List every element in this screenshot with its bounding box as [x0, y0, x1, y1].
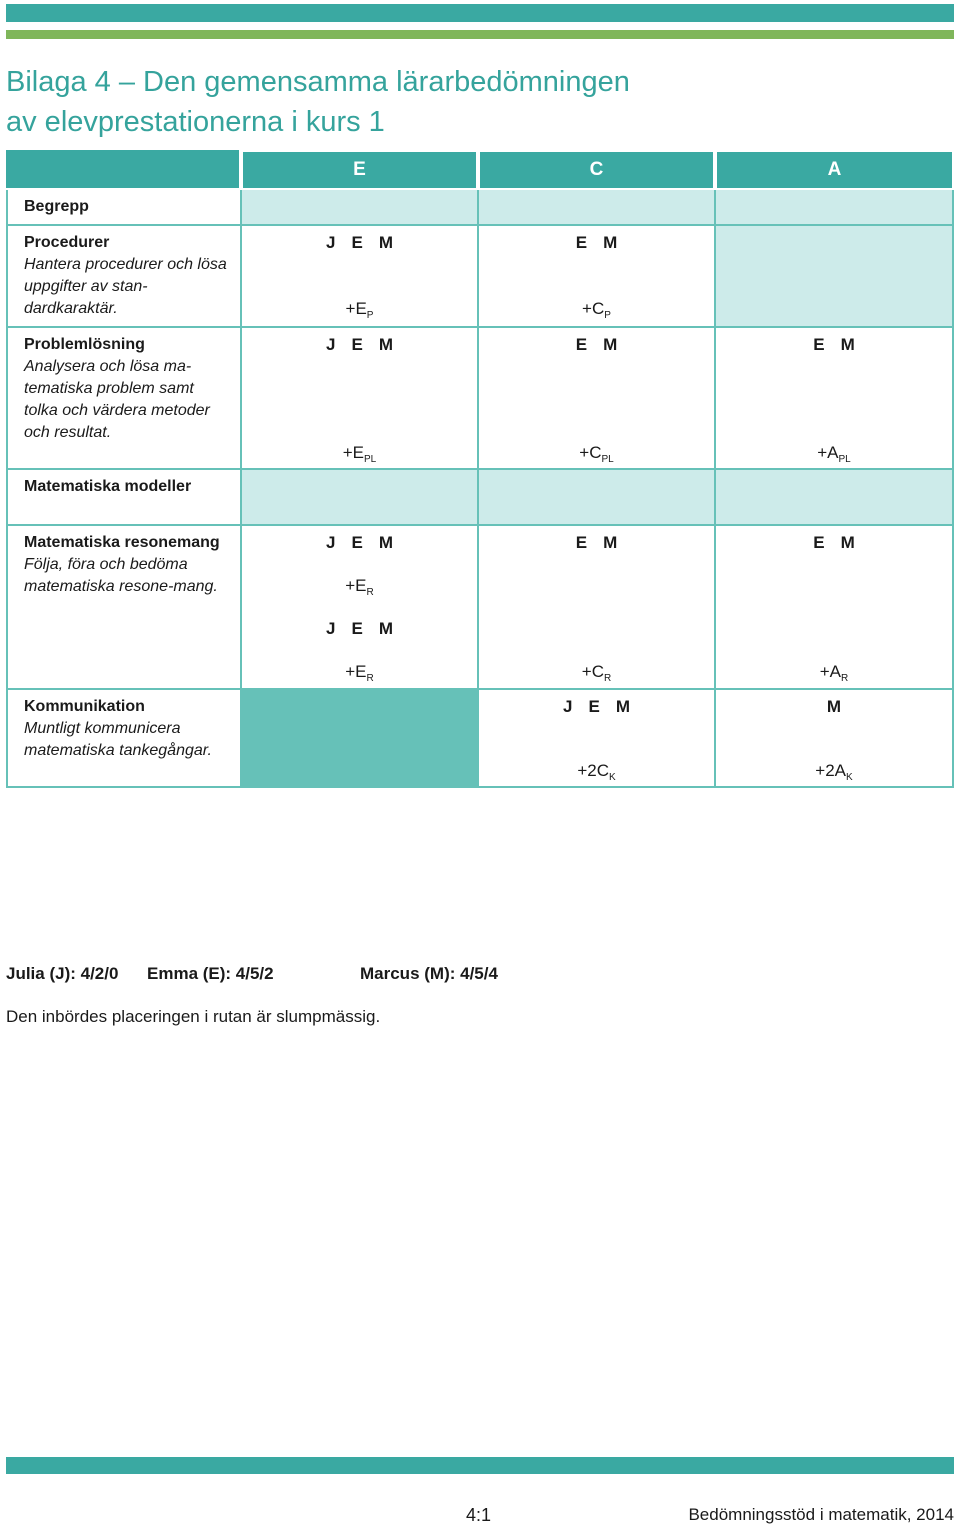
points-label: $+C_R$ — [581, 662, 612, 684]
placement-note: Den inbördes placeringen i rutan är slumpmässig. — [6, 1007, 381, 1026]
label-cell — [7, 689, 241, 787]
page-number: 4:1 — [466, 1505, 492, 1525]
row-description: Följa, föra och bedöma matematiska resone-mang. — [24, 556, 218, 595]
header-blank-cell — [7, 151, 241, 189]
footer-title: Bedömningsstöd i matematik, 2014 — [688, 1505, 954, 1524]
grade-cell-e — [241, 225, 478, 327]
empty-cell — [241, 469, 478, 525]
row-procedurer — [7, 225, 953, 327]
points-label: $+2A_K$ — [815, 761, 853, 783]
student-letters: E M — [575, 533, 618, 552]
row-begrepp — [7, 189, 953, 225]
empty-cell — [478, 469, 715, 525]
points-label: $+E_R$ — [345, 576, 374, 598]
page-title: Bilaga 4 – Den gemensamma lärarbedömningen av elevprestationerna i kurs 1 — [6, 66, 630, 138]
student-letters: E M — [813, 335, 855, 354]
not-applicable-cell — [241, 689, 478, 787]
grade-header-row — [7, 151, 953, 189]
points-label: $+E_R$ — [345, 662, 374, 684]
student-letters: J E M — [326, 533, 393, 552]
score-julia: Julia (J): 4/2/0 — [6, 964, 119, 983]
points-label: $+2C_K$ — [577, 761, 616, 783]
row-resonemang — [7, 525, 953, 689]
row-problemlosning — [7, 327, 953, 469]
student-letters: J E M — [326, 335, 393, 354]
row-label: Matematiska modeller — [24, 478, 192, 495]
row-label: Kommunikation — [24, 698, 145, 715]
grade-cell-c — [478, 689, 715, 787]
grade-cell-a — [715, 327, 953, 469]
student-letters: J E M — [326, 619, 393, 638]
header-grade-a: A — [715, 151, 953, 189]
label-cell — [7, 525, 241, 689]
grade-cell-c — [478, 525, 715, 689]
grade-cell-e — [241, 525, 478, 689]
student-letters: M — [826, 697, 842, 716]
header-grade-c: C — [478, 151, 715, 189]
student-letters: E M — [575, 335, 618, 354]
grade-cell-c — [478, 327, 715, 469]
grade-cell-a — [715, 689, 953, 787]
student-letters: J E M — [326, 233, 393, 252]
label-cell — [7, 327, 241, 469]
row-description: Hantera procedurer och lösa uppgifter av stan-dardkaraktär. — [24, 256, 227, 317]
grade-cell-a — [715, 525, 953, 689]
row-label: Begrepp — [24, 198, 89, 215]
points-label: $+A_R$ — [819, 662, 849, 684]
grade-cell-e — [241, 327, 478, 469]
points-label: $+E_P$ — [345, 299, 374, 321]
top-green-bar — [6, 30, 954, 39]
header-grade-e: E — [241, 151, 478, 189]
label-cell — [7, 225, 241, 327]
row-label: Procedurer — [24, 234, 110, 251]
assessment-table — [6, 150, 954, 788]
empty-cell — [715, 469, 953, 525]
top-teal-bar — [6, 4, 954, 22]
empty-cell — [715, 225, 953, 327]
student-letters: J E M — [563, 697, 630, 716]
empty-cell — [715, 189, 953, 225]
empty-cell — [478, 189, 715, 225]
score-marcus: Marcus (M): 4/5/4 — [360, 964, 498, 983]
student-letters: E M — [813, 533, 855, 552]
points-label: $+A_{PL}$ — [817, 443, 851, 465]
row-description: Analysera och lösa ma-tematiska problem samt tolka och värdera metoder och resultat. — [24, 358, 210, 441]
row-kommunikation — [7, 689, 953, 787]
student-letters: E M — [575, 233, 618, 252]
label-cell — [7, 189, 241, 225]
score-emma: Emma (E): 4/5/2 — [147, 964, 274, 983]
row-modeller — [7, 469, 953, 525]
bottom-teal-bar — [6, 1457, 954, 1474]
empty-cell — [241, 189, 478, 225]
points-label: $+C_P$ — [582, 299, 611, 321]
row-label: Matematiska resonemang — [24, 534, 220, 551]
label-cell — [7, 469, 241, 525]
points-label: $+E_{PL}$ — [342, 443, 377, 465]
grade-cell-c — [478, 225, 715, 327]
row-label: Problemlösning — [24, 336, 145, 353]
points-label: $+C_{PL}$ — [579, 443, 614, 465]
row-description: Muntligt kommunicera matematiska tankegångar. — [24, 720, 212, 759]
